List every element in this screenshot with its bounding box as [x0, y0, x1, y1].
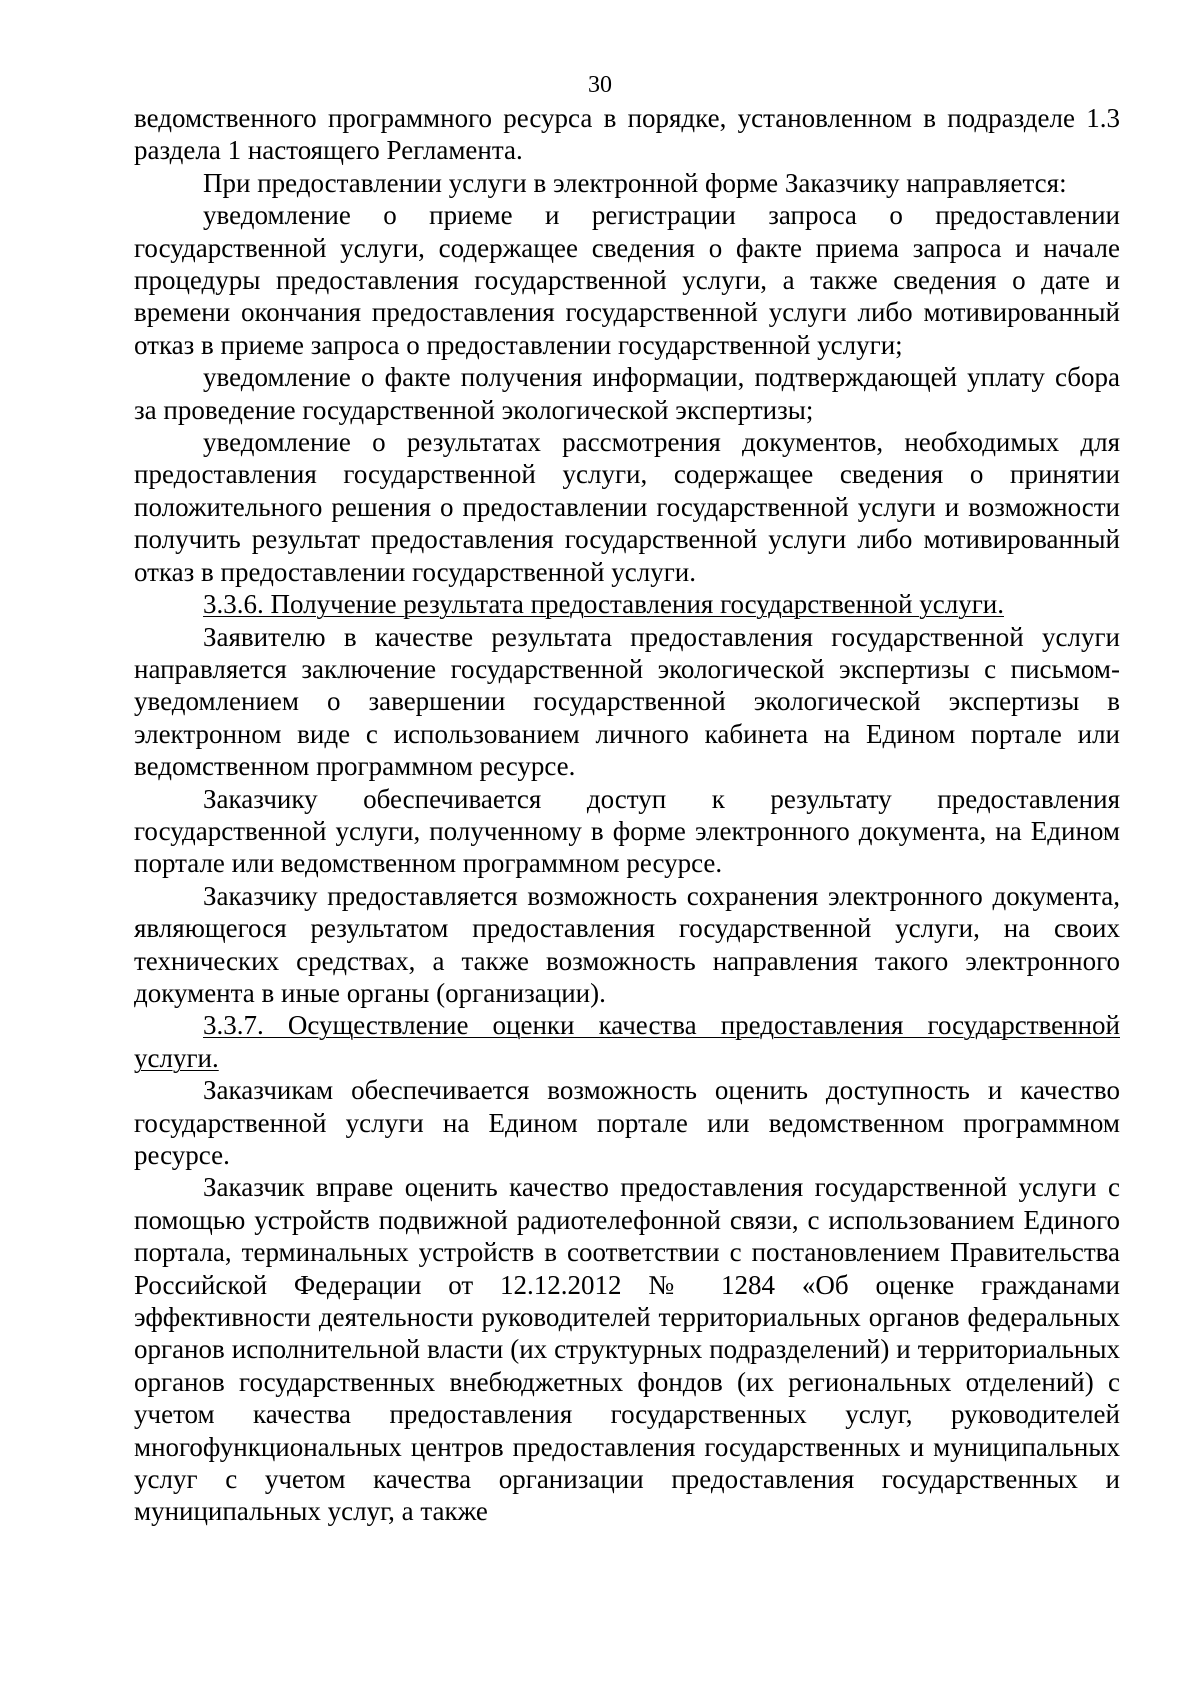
paragraph: Заявителю в качестве результата предоставления государственной услуги направляется заключение государственной экологической экспертизы с письмом-уведомлением о завершении государственной экологической экспертизы в электронном виде с использованием личного кабинета на Едином портале или ведомственном программном ресурсе. [134, 621, 1120, 782]
paragraph: Заказчику предоставляется возможность сохранения электронного документа, являющегося результатом предоставления государственной услуги, на своих технических средствах, а также возможность направления такого электронного документа в иные органы (организации). [134, 880, 1120, 1008]
paragraph: При предоставлении услуги в электронной форме Заказчику направляется: [203, 167, 1067, 198]
page-number: 30 [588, 72, 612, 98]
paragraph: уведомление о факте получения информации, подтверждающей уплату сбора за проведение государственной экологической экспертизы; [134, 362, 1120, 425]
section-heading: 3.3.6. Получение результата предоставления государственной услуги. [203, 589, 1004, 620]
paragraph: Заказчик вправе оценить качество предоставления государственной услуги с помощью устройств подвижной радиотелефонной связи, с использованием Единого портала, терминальных устройств в соответствии с постановлением Правительства Российской Федерации от 12.12.2012 № 1284 «Об оценке гражданами эффективности деятельности руководителей территориальных органов федеральных органов исполнительной власти (их структурных подразделений) и территориальных органов государственных внебюджетных фондов (их региональных отделений) с учетом качества предоставления государственных услуг, руководителей многофункциональных центров предоставления государственных и муниципальных услуг с учетом качества организации предоставления государственных и муниципальных услуг, а также [134, 1172, 1120, 1527]
paragraph: Заказчикам обеспечивается возможность оценить доступность и качество государственной услуги на Едином портале или ведомственном программном ресурсе. [134, 1075, 1120, 1170]
document-body [134, 102, 1120, 1528]
section-heading: 3.3.7. Осуществление оценки качества предоставления государственной услуги. [134, 1010, 1120, 1073]
paragraph: Заказчику обеспечивается доступ к результату предоставления государственной услуги, полученному в форме электронного документа, на Едином портале или ведомственном программном ресурсе. [134, 783, 1120, 879]
paragraph: уведомление о приеме и регистрации запроса о предоставлении государственной услуги, содержащее сведения о факте приема запроса и начале процедуры предоставления государственной услуги, а также сведения о дате и времени окончания предоставления государственной услуги либо мотивированный отказ в приеме запроса о предоставлении государственной услуги; [134, 200, 1120, 360]
paragraph: уведомление о результатах рассмотрения документов, необходимых для предоставления государственной услуги, содержащее сведения о принятии положительного решения о предоставлении государственной услуги и возможности получить результат предоставления государственной услуги либо мотивированный отказ в предоставлении государственной услуги. [134, 427, 1120, 587]
paragraph-continuation: ведомственного программного ресурса в порядке, установленном в подразделе 1.3 раздела 1 настоящего Регламента. [134, 103, 1120, 166]
